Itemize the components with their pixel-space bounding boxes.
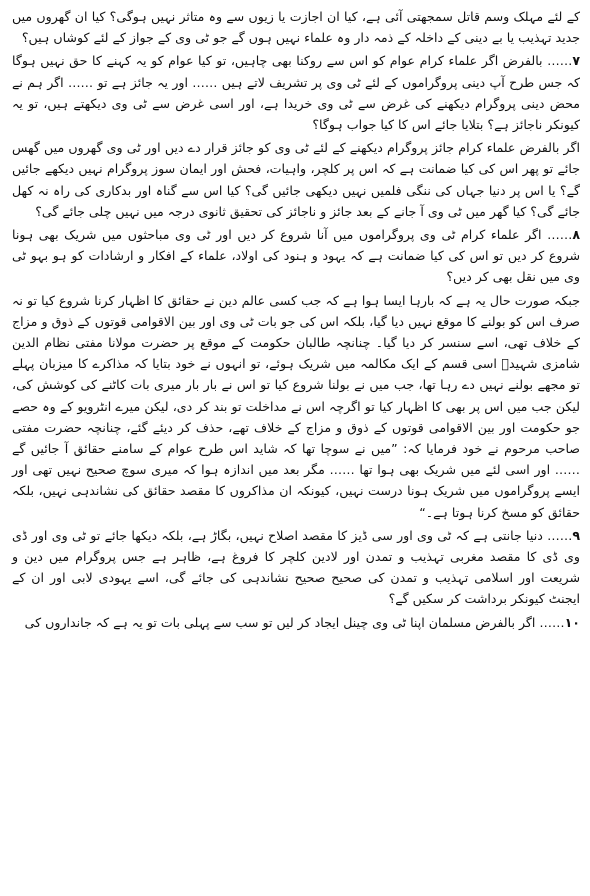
paragraph-number: ۸ [572, 227, 580, 243]
paragraph-9 [12, 525, 580, 610]
paragraph-5 [12, 290, 580, 523]
paragraph-10 [12, 612, 580, 633]
paragraph-number: ۹ [572, 527, 580, 543]
paragraph-number: ۷ [572, 53, 580, 69]
paragraph-text: …… اگر بالفرض مسلمان اپنا ٹی وی چینل ایجاد کر لیں تو سب سے پہلی بات تو یہ ہے کہ جانداروں کی [24, 614, 565, 630]
paragraph-text: …… اگر علماء کرام ٹی وی پروگراموں میں آنا شروع کر دیں اور ٹی وی مباحثوں میں شریک بھی ہونا شروع کر دیں تو اس کی کیا ضمانت ہے کہ یہود و ہنود کی اولاد، علماء کے افکار و ارشادات کو ہو بہو ٹی وی میں نقل بھی کر دیں؟ [12, 227, 580, 285]
paragraph-text: اگر بالفرض علماء کرام جائز پروگرام دیکھنے کے لئے ٹی وی کو جائز قرار دے دیں اور ٹی وی گھروں میں گھس جائے تو پھر اس کی کیا ضمانت ہے کہ اس پر کلچر، واہیات، فحش اور ایمان سوز پروگرام نہیں دیکھے جائیں گے؟ یا اس پر دنیا جہاں کی ننگی فلمیں نہیں دیکھی جائیں گی؟ کیا اس سے گناہ اور بدکاری کی راہ نہ کھل جائے گی؟ کیا گھر میں ٹی وی آ جانے کے بعد جائز و ناجائز کی تحقیق ثانوی درجہ میں نہیں چلی جائے گی؟ [12, 140, 580, 219]
paragraph-text: …… دنیا جانتی ہے کہ ٹی وی اور سی ڈیز کا مقصد اصلاح نہیں، بگاڑ ہے، بلکہ دیکھا جائے تو ٹی وی اور ڈی وی ڈی کا مقصد مغربی تہذیب و تمدن اور لادین کلچر کا فروغ ہے، ظاہر ہے جس پروگرام میں دین و شریعت اور اسلامی تہذیب و تمدن کی صحیح صحیح نشاندہی کی جائے گی، اسے یہودی لابی اور ان کے ایجنٹ کیونکر برداشت کر سکیں گے؟ [12, 527, 580, 607]
paragraph-text: …… بالفرض اگر علماء کرام عوام کو اس سے روکنا بھی چاہیں، تو کیا عوام کو یہ کہنے کا حق نہیں ہوگا کہ جس طرح آپ دینی پروگراموں کے لئے ٹی وی پر تشریف لاتے ہیں …… اور یہ جائز ہے تو …… اگر ہم نے محض دینی پروگرام دیکھنے کی غرض سے ٹی وی خریدا ہے، اور اسی غرض سے ٹی وی دیکھتے ہیں، تو یہ کیونکر ناجائز ہے؟ بتلایا جائے اس کا کیا جواب ہوگا؟ [12, 53, 580, 133]
paragraph-text: جبکہ صورت حال یہ ہے کہ بارہا ایسا ہوا ہے کہ جب کسی عالم دین نے حقائق کا اظہار کرنا شروع کیا تو نہ صرف اس کو بولنے کا موقع نہیں دیا گیا، بلکہ اس کی جو بات ٹی وی اور بین الاقوامی قوتوں کے ذوق و مزاج کے خلاف تھی، اسے سنسر کر دیا گیا۔ چنانچہ طالبان حکومت کے موقع پر حضرت مولانا مفتی نظام الدین شامزی شہیدؒ اسی قسم کے ایک مکالمہ میں شریک ہوئے، تو انہوں نے خود بتایا کہ مذاکرے کا میزبان پہلے تو مجھے بولنے نہیں دے رہا تھا، جب میں نے بولنا شروع کیا تو اس نے بار بار میری بات کاٹنے کی کوشش کی، لیکن جب میں اس پر بھی کا اظہار کیا تو اگرچہ اس نے مداخلت تو بند کر دی، لیکن میرے انٹرویو کے وہ حصے جو حکومت اور بین الاقوامی قوتوں کے ذوق و مزاج کے خلاف تھے، حذف کر دیئے گئے، چنانچہ حضرت مفتی صاحب مرحوم نے خود فرمایا کہ: ”میں نے سوچا تھا کہ شاید اس طرح عوام کے سامنے حقائق آ جائیں گے …… اور اسی لئے میں شریک بھی ہوا تھا …… مگر بعد میں اندازہ ہوا کہ میری سوچ صحیح نہیں تھی اور ایسے پروگراموں میں شریک ہونا درست نہیں، کیونکہ ان مذاکروں کا مقصد حقائق کی نشاندہی نہیں، بلکہ حقائق کو مسخ کرنا ہوتا ہے۔“ [12, 292, 580, 520]
paragraph-7 [12, 50, 580, 135]
paragraph-3 [12, 137, 580, 222]
paragraph-text: کے لئے مہلک وسم قاتل سمجھتی آئی ہے، کیا ان اجازت یا زیوں سے وہ متاثر نہیں ہوگی؟ کیا ان گھروں میں جدید تہذیب یا بے دینی کے داخلہ کے ذمہ دار وہ علماء نہیں ہوں گے جو ٹی وی کے جواز کے لئے کوشاں ہیں؟ [12, 9, 580, 46]
paragraph-1 [12, 6, 580, 48]
paragraph-8 [12, 224, 580, 288]
paragraph-number: ۱۰ [564, 614, 580, 630]
